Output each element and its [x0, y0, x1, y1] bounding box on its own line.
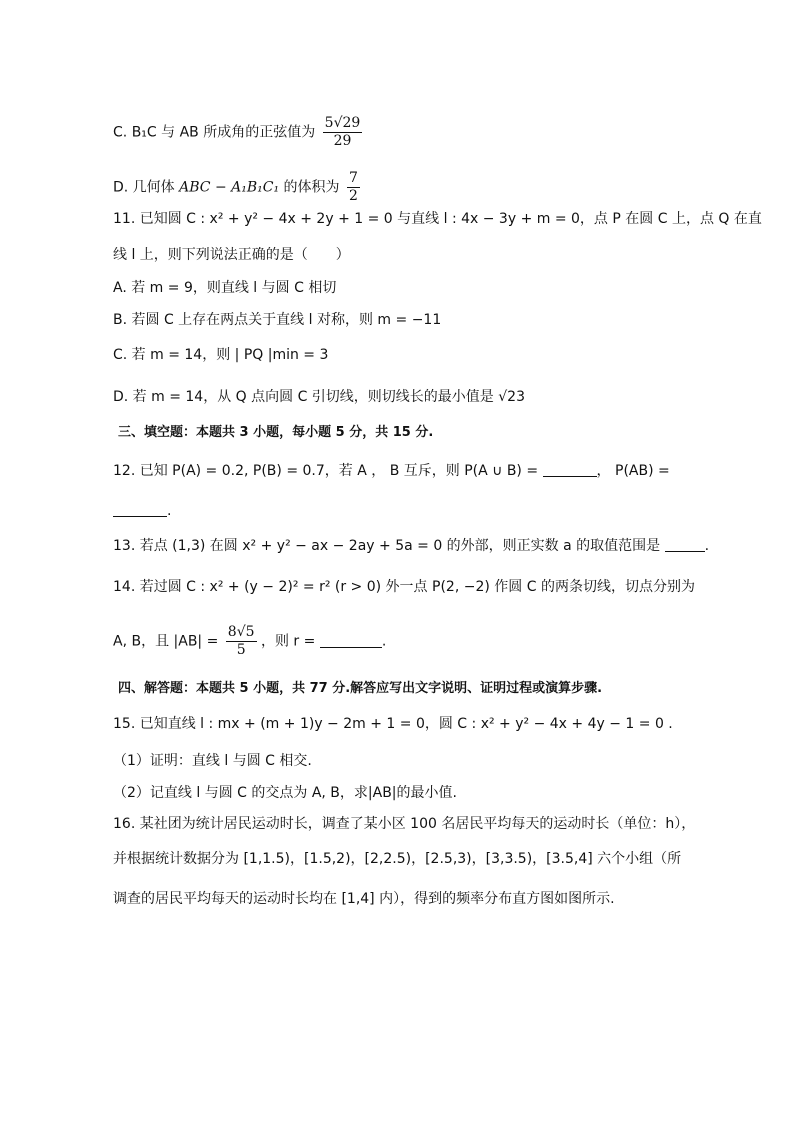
question-14-denominator: 5	[236, 642, 246, 658]
question-12-stem: 12. 已知 P(A) = 0.2, P(B) = 0.7，若 A ， B 互斥，则 P(A ∪ B) =	[113, 463, 539, 479]
question-14-numerator: 8√5	[227, 624, 255, 640]
question-13-stem: 13. 若点 (1,3) 在圆 x² + y² − ax − 2ay + 5a = 0 的外部，则正实数 a 的取值范围是	[113, 538, 661, 554]
question-14-lead: A, B，且 |AB| =	[113, 633, 219, 650]
question-14-tail: ，则 r =	[260, 633, 316, 650]
question-11-option-a: A. 若 m = 9，则直线 l 与圆 C 相切	[113, 280, 337, 296]
option-d-denominator: 2	[349, 188, 358, 204]
question-12-line-1	[113, 462, 670, 480]
question-11-option-c: C. 若 m = 14，则 | PQ |min = 3	[113, 347, 329, 363]
option-d-expression: ABC − A₁B₁C₁	[179, 179, 280, 196]
option-c-text: B₁C 与 AB 所成角的正弦值为	[131, 124, 316, 141]
question-12-end: .	[167, 503, 172, 519]
question-11-stem-line-2: 线 l 上，则下列说法正确的是（ ）	[113, 247, 350, 263]
question-11-stem-line-1: 11. 已知圆 C : x² + y² − 4x + 2y + 1 = 0 与直线 l : 4x − 3y + m = 0，点 P 在圆 C 上，点 Q 在直	[113, 211, 762, 227]
option-d-line	[113, 170, 360, 205]
question-11-option-d: D. 若 m = 14，从 Q 点向圆 C 引切线，则切线长的最小值是 √23	[113, 389, 525, 405]
option-d-label: D. 几何体	[113, 179, 180, 196]
option-c-numerator: 5√29	[324, 115, 361, 131]
question-12-mid: ， P(AB) =	[596, 463, 670, 479]
question-13-blank	[665, 537, 705, 552]
section-4-heading: 四、解答题：本题共 5 小题，共 77 分.解答应写出文字说明、证明过程或演算步骤.	[118, 681, 603, 696]
question-14-fraction	[226, 624, 257, 659]
option-d-fraction	[347, 170, 360, 205]
question-16-line-2: 并根据统计数据分为 [1,1.5)，[1.5,2)，[2,2.5)，[2.5,3)，[3,3.5)，[3.5,4] 六个小组（所	[113, 851, 682, 867]
question-14-line-2	[113, 624, 386, 659]
question-14-blank	[320, 633, 382, 648]
question-16-line-1: 16. 某社团为统计居民运动时长，调查了某小区 100 名居民平均每天的运动时长（单位：h），	[113, 816, 696, 832]
question-14-end: .	[381, 633, 387, 650]
question-14-line-1: 14. 若过圆 C : x² + (y − 2)² = r² (r > 0) 外一点 P(2, −2) 作圆 C 的两条切线，切点分别为	[113, 579, 695, 595]
question-12-blank-1	[543, 462, 597, 477]
section-3-heading: 三、填空题：本题共 3 小题，每小题 5 分，共 15 分.	[118, 425, 434, 440]
option-c-fraction	[323, 115, 363, 150]
question-11-option-b: B. 若圆 C 上存在两点关于直线 l 对称，则 m = −11	[113, 312, 442, 328]
option-c-label: C.	[113, 124, 132, 141]
question-16-line-3: 调查的居民平均每天的运动时长均在 [1,4] 内），得到的频率分布直方图如图所示.	[113, 891, 615, 907]
option-d-numerator: 7	[349, 170, 358, 186]
question-15-part-1: （1）证明：直线 l 与圆 C 相交.	[113, 753, 312, 769]
question-13-line	[113, 537, 709, 555]
question-12-line-2	[113, 502, 171, 520]
question-13-end: .	[704, 538, 710, 554]
question-15-part-2: （2）记直线 l 与圆 C 的交点为 A, B，求|AB|的最小值.	[113, 785, 457, 801]
option-c-line	[113, 115, 362, 150]
option-d-tail: 的体积为	[279, 179, 340, 196]
question-12-blank-2	[113, 502, 167, 517]
option-c-denominator: 29	[333, 133, 352, 149]
question-15-stem: 15. 已知直线 l : mx + (m + 1)y − 2m + 1 = 0，圆 C : x² + y² − 4x + 4y − 1 = 0 .	[113, 716, 673, 732]
